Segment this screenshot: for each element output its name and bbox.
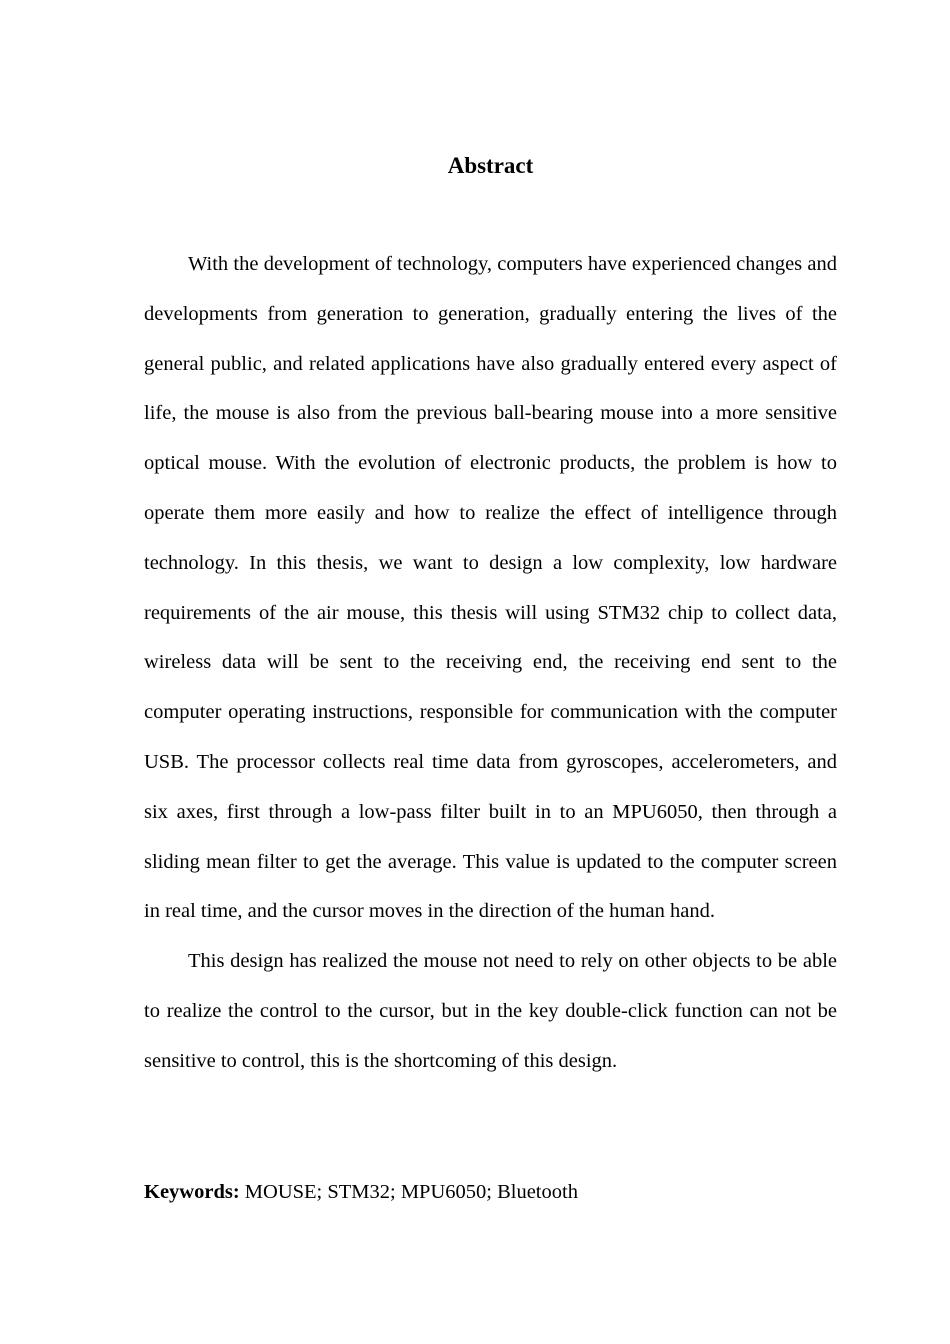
keywords-label: Keywords: [144,1181,240,1203]
keywords-value: MOUSE; STM32; MPU6050; Bluetooth [239,1181,578,1203]
abstract-body [144,240,837,1087]
abstract-paragraph-1: With the development of technology, computers have experienced changes and developments from generation to generation, gradually entering the lives of the general public, and related applications have also gradually entered every aspect of life, the mouse is also from the previous ball-bearing mouse into a more sensitive optical mouse. With the evolution of electronic products, the problem is how to operate them more easily and how to realize the effect of intelligence through technology. In this thesis, we want to design a low complexity, low hardware requirements of the air mouse, this thesis will using STM32 chip to collect data, wireless data will be sent to the receiving end, the receiving end sent to the computer operating instructions, responsible for communication with the computer USB. The processor collects real time data from gyroscopes, accelerometers, and six axes, first through a low-pass filter built in to an MPU6050, then through a sliding mean filter to get the average. This value is updated to the computer screen in real time, and the cursor moves in the direction of the human hand. [144,253,837,923]
keywords-line [144,1176,837,1208]
abstract-paragraph-2: This design has realized the mouse not need to rely on other objects to be able to realize the control to the cursor, but in the key double-click function can not be sensitive to control, this is the shortcoming of this design. [144,950,837,1072]
page-title: Abstract [447,153,534,178]
